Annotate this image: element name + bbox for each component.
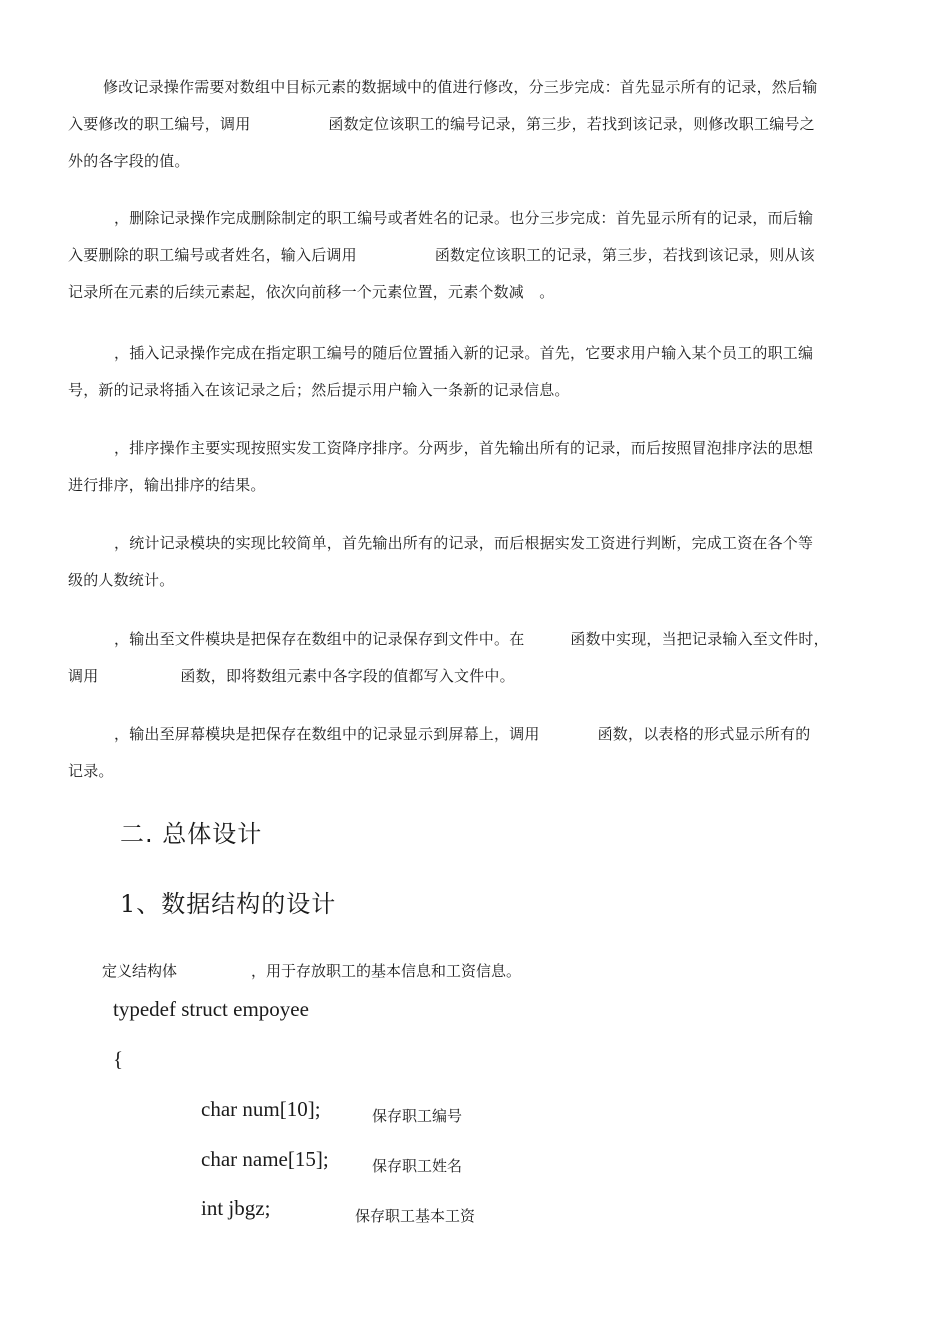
text-line: ，统计记录模块的实现比较简单，首先输出所有的记录，而后根据实发工资进行判断，完成工资在各个等 [114,534,814,552]
text-line: 记录。 [68,762,114,780]
code-field-name: char name[15]; [201,1147,329,1171]
text-line [68,106,883,143]
text-segment: ，输出至屏幕模块是把保存在数组中的记录显示到屏幕上，调用 [114,725,540,743]
text-line: 外的各字段的值。 [68,152,190,170]
paragraph-output-screen [68,716,883,790]
text-line [68,621,883,658]
text-segment: 定义结构体 [102,962,178,980]
text-line: 级的人数统计。 [68,571,175,589]
text-segment: 入要删除的职工编号或者姓名，输入后调用 [68,246,357,264]
paragraph-modify-record [68,69,883,180]
text-segment: 入要修改的职工编号，调用 [68,115,251,133]
text-line: 进行排序，输出排序的结果。 [68,476,266,494]
code-field-num: char num[10]; [201,1097,321,1121]
text-segment: ，输出至文件模块是把保存在数组中的记录保存到文件中。在 [114,630,525,648]
subsection-heading: 1、数据结构的设计 [120,890,337,918]
text-segment: 函数，以表格的形式显示所有的 [597,725,811,743]
struct-intro [102,960,521,981]
code-line-open-brace: { [113,1047,124,1071]
paragraph-insert-record [68,335,883,409]
text-line: 修改记录操作需要对数组中目标元素的数据域中的值进行修改，分三步完成：首先显示所有的记录，然后输 [103,78,818,96]
text-segment: ，用于存放职工的基本信息和工资信息。 [251,962,522,980]
text-segment: 函数，即将数组元素中各字段的值都写入文件中。 [180,667,515,685]
section-heading: 二. 总体设计 [120,820,263,848]
paragraph-delete-record [68,200,883,311]
text-line: ，删除记录操作完成删除制定的职工编号或者姓名的记录。也分三步完成：首先显示所有的记录，而后输 [114,209,814,227]
text-line [68,237,883,274]
text-line [68,658,883,695]
text-segment: 函数定位该职工的编号记录，第三步，若找到该记录，则修改职工编号之 [328,115,815,133]
text-line [68,716,883,753]
paragraph-statistics [68,525,883,599]
text-line: 记录所在元素的后续元素起，依次向前移一个元素位置，元素个数减 。 [68,283,555,301]
code-comment-num: 保存职工编号 [372,1107,463,1125]
text-line: ，排序操作主要实现按照实发工资降序排序。分两步，首先输出所有的记录，而后按照冒泡排序法的思想 [114,439,814,457]
code-field-jbgz: int jbgz; [201,1196,271,1220]
text-line: 号，新的记录将插入在该记录之后；然后提示用户输入一条新的记录信息。 [68,381,570,399]
code-comment-name: 保存职工姓名 [372,1157,463,1175]
code-line-typedef: typedef struct empoyee [113,997,309,1021]
paragraph-sort [68,430,883,504]
text-line: ，插入记录操作完成在指定职工编号的随后位置插入新的记录。首先，它要求用户输入某个员工的职工编 [114,344,814,362]
text-segment: 函数中实现，当把记录输入至文件时， [570,630,829,648]
code-comment-jbgz: 保存职工基本工资 [355,1207,476,1225]
text-segment: 调用 [68,667,99,685]
paragraph-output-file [68,621,883,695]
text-segment: 函数定位该职工的记录，第三步，若找到该记录，则从该 [434,246,815,264]
